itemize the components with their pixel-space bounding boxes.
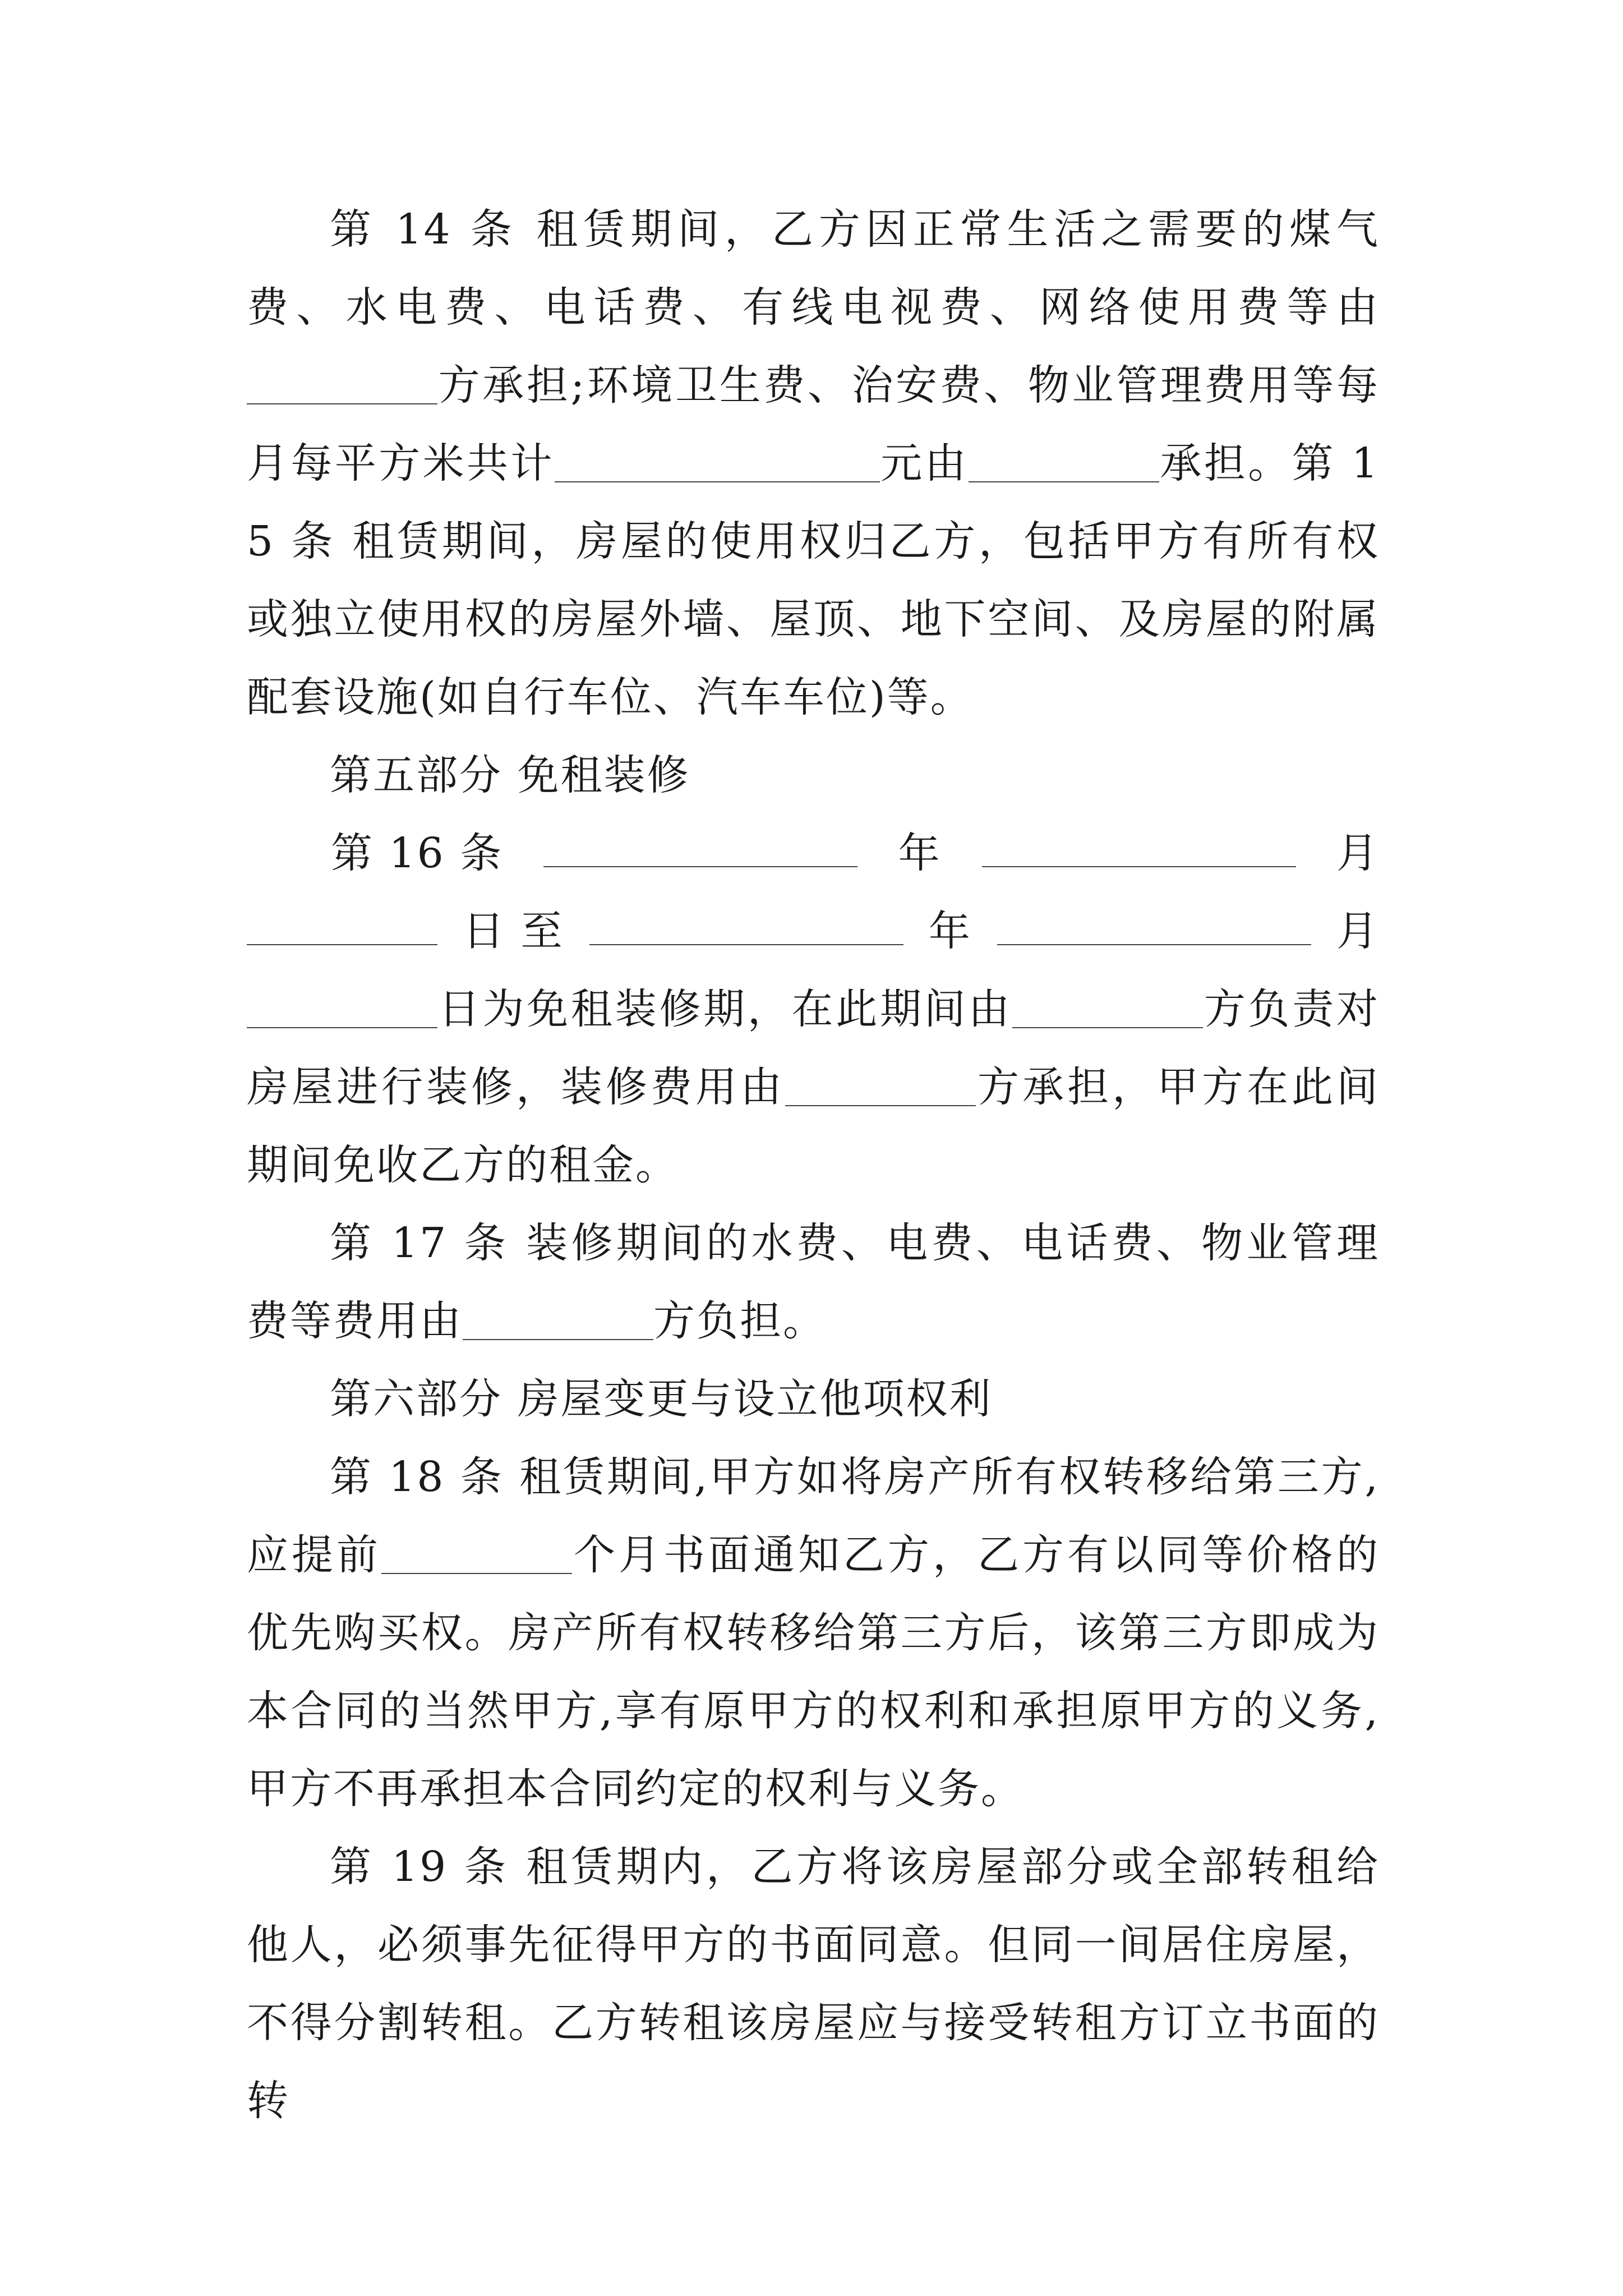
fill-blank[interactable] (247, 362, 437, 404)
article-16-label: 第 16 条 (331, 829, 504, 877)
article-16-p3: 方承担，甲方在此间期间免收乙方的租金。 (247, 1063, 1380, 1189)
year-label: 年 (898, 829, 942, 877)
article-16-row-2 (247, 892, 1380, 970)
article-14-mid2: 元由 (879, 439, 969, 487)
day-to-label: 日 至 (463, 907, 564, 955)
article-16-p1: 日为免租装修期，在此期间由 (437, 985, 1013, 1033)
document-page (247, 191, 1380, 2140)
article-18-paragraph (247, 1438, 1380, 1828)
article-14-15-paragraph (247, 191, 1380, 737)
fill-blank[interactable] (247, 986, 437, 1028)
fill-blank[interactable] (589, 903, 903, 945)
article-16-block (247, 815, 1380, 1204)
article-14-head: 第 14 条 租赁期间，乙方因正常生活之需要的煤气费、水电费、电话费、有线电视费、网络使用费等由 (247, 205, 1380, 332)
article-18-tail: 个月书面通知乙方，乙方有以同等价格的优先购买权。房产所有权转移给第三方后，该第三方即成为本合同的当然甲方,享有原甲方的权利和承担原甲方的义务,甲方不再承担本合同约定的权利与义务。 (247, 1531, 1380, 1813)
part-6-heading: 第六部分 房屋变更与设立他项权利 (330, 1375, 993, 1423)
article-17-tail: 方负担。 (653, 1297, 826, 1345)
article-17-paragraph (247, 1204, 1380, 1360)
fill-blank[interactable] (997, 903, 1311, 945)
fill-blank[interactable] (463, 1297, 653, 1340)
fill-blank[interactable] (982, 825, 1296, 867)
fill-blank[interactable] (785, 1064, 976, 1106)
article-14-mid1: 方承担;环境卫生费、治安费、物业管理费用等每月每平方米共计 (247, 361, 1380, 487)
year-label-2: 年 (928, 907, 972, 955)
article-14-mid3: 承担。第 15 条 租赁期间，房屋的使用权归乙方，包括甲方有所有权或独立使用权的房屋外墙、屋顶、地下空间、及房屋的附属配套设施(如自行车位、汽车车位)等。 (247, 439, 1380, 721)
article-16-row-1 (247, 815, 1380, 892)
fill-blank[interactable] (555, 440, 880, 482)
fill-blank[interactable] (381, 1531, 572, 1574)
article-19-paragraph: 第 19 条 租赁期内，乙方将该房屋部分或全部转租给他人，必须事先征得甲方的书面同意。但同一间居住房屋，不得分割转租。乙方转租该房屋应与接受转租方订立书面的转 (247, 1843, 1380, 2125)
fill-blank[interactable] (543, 825, 857, 867)
article-18-head: 第 18 条 租赁期间,甲方如将房产所有权转移给第三方,应提前 (247, 1453, 1380, 1579)
article-16-paragraph (247, 970, 1380, 1204)
month-label: 月 (1336, 829, 1380, 877)
fill-blank[interactable] (1012, 986, 1203, 1028)
fill-blank[interactable] (969, 440, 1159, 482)
fill-blank[interactable] (247, 903, 437, 945)
month-label-2: 月 (1336, 907, 1380, 955)
article-16-p2: 方负责对房屋进行装修，装修费用由 (247, 985, 1380, 1111)
part-5-heading: 第五部分 免租装修 (330, 751, 690, 799)
article-17-head: 第 17 条 装修期间的水费、电费、电话费、物业管理费等费用由 (247, 1219, 1380, 1345)
